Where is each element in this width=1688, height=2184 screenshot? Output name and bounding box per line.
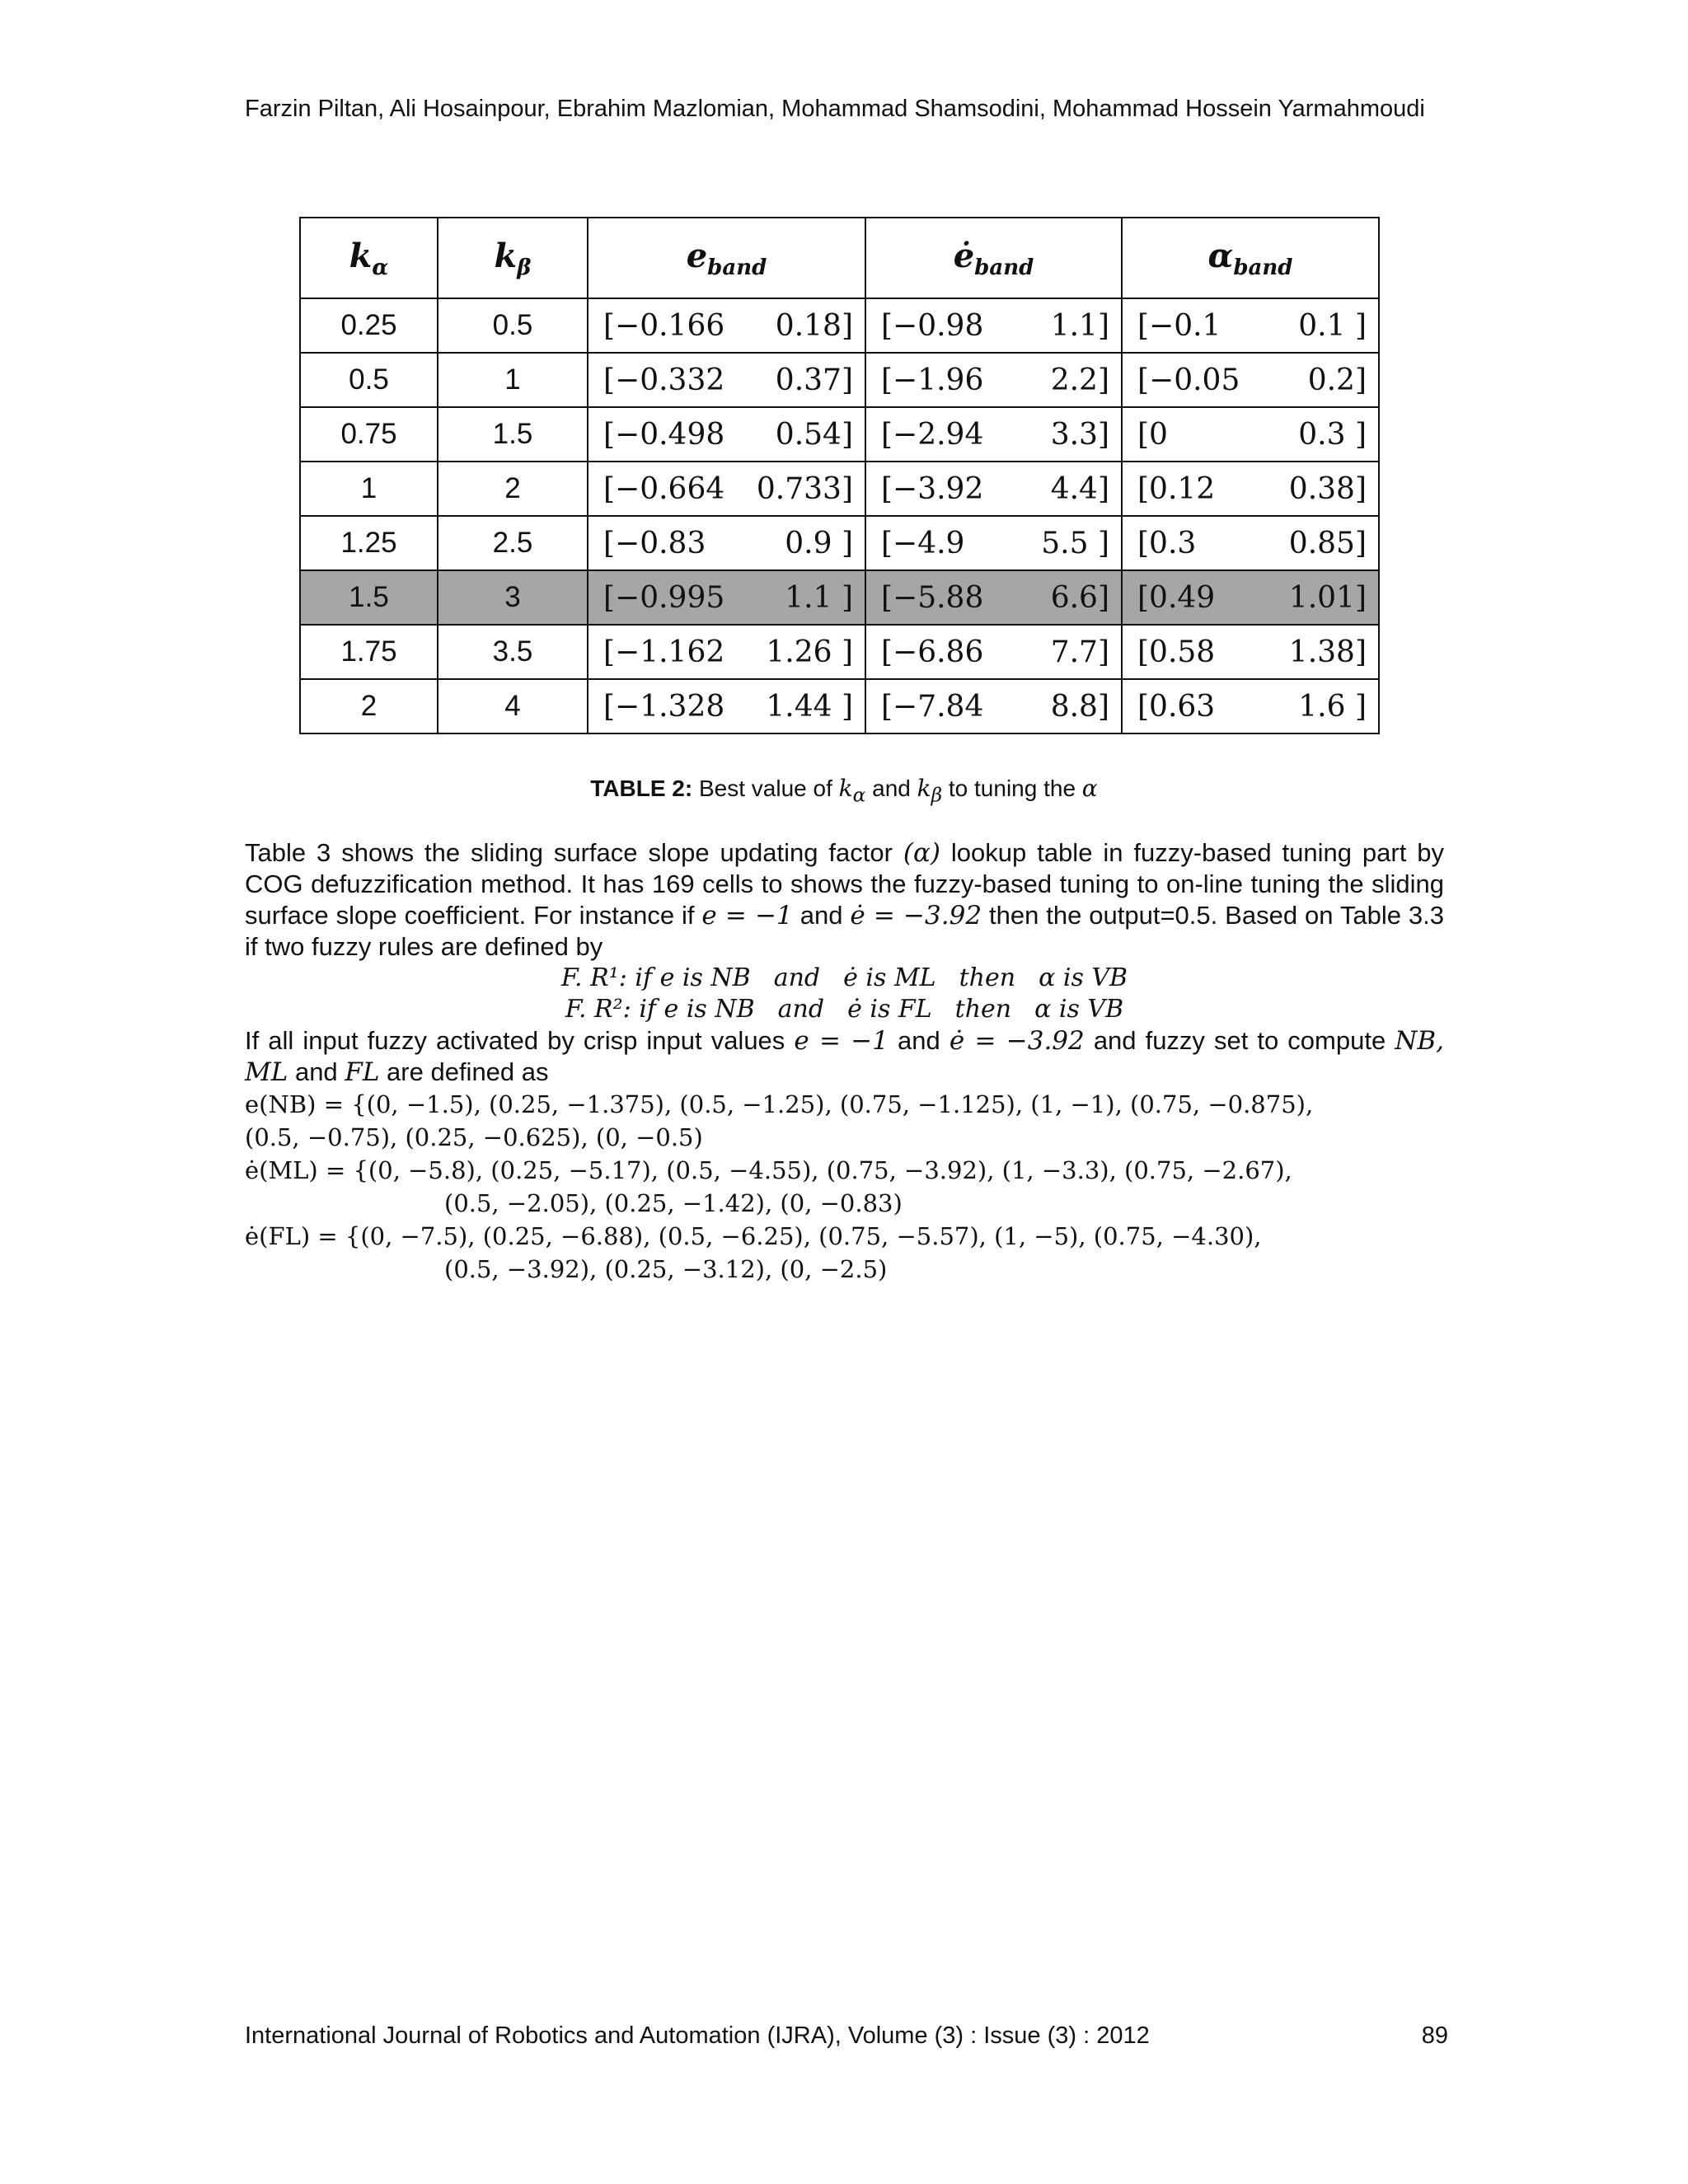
cell-edot-band: [−0.98 1.1] [865,298,1122,353]
caption-text-3: to tuning the [948,776,1076,801]
table-body [300,298,1379,733]
parameter-table [299,217,1380,734]
table-row [300,298,1379,353]
cell-edot-band: [−6.86 7.7] [865,625,1122,679]
paragraph-1: Table 3 shows the sliding surface slope updating factor (α) lookup table in fuzzy-based tuning part by COG defuzzification method. It has 169 cells to shows the fuzzy-based tuning to on-line tuning the sliding surface slope coefficient. For instance if e = −1 and ė = −3.92 then the output=0.5. Based on Table 3.3 if two fuzzy rules are defined by [245,838,1444,961]
cell-alpha-band: [0.49 1.01] [1122,570,1379,625]
fuzzy-rule-2: F. R²: if e is NB and ė is FL then α is VB [565,995,1124,1024]
cell-k-beta: 0.5 [438,298,588,353]
cell-alpha-band: [0.58 1.38] [1122,625,1379,679]
body-text [245,837,1444,1286]
table-caption [0,775,1688,807]
table-row [300,407,1379,462]
cell-e-band: [−0.166 0.18] [588,298,865,353]
cell-alpha-band: [0.63 1.6 ] [1122,679,1379,733]
caption-alpha: α [1081,775,1098,802]
cell-e-band: [−1.328 1.44 ] [588,679,865,733]
set-edot-ml-line-1: ė(ML) = {(0, −5.8), (0.25, −5.17), (0.5, −4.55), (0.75, −3.92), (1, −3.3), (0.75, −2.67), [245,1156,1292,1184]
table-row [300,353,1379,407]
paragraph-2: If all input fuzzy activated by crisp input values e = −1 and ė = −3.92 and fuzzy set to compute NB, ML and FL are defined as [245,1026,1445,1087]
col-alpha-band: $\alpha_{band}$ [1122,218,1379,298]
page-footer [245,2022,1448,2050]
cell-edot-band: [−5.88 6.6] [865,570,1122,625]
page-number: 89 [1421,2022,1448,2049]
cell-edot-band: [−1.96 2.2] [865,353,1122,407]
col-k-alpha: $k_\alpha$ [300,218,438,298]
cell-e-band: [−1.162 1.26 ] [588,625,865,679]
cell-k-alpha: 0.75 [300,407,438,462]
cell-alpha-band: [−0.05 0.2] [1122,353,1379,407]
caption-text-1: Best value of [698,776,832,801]
cell-e-band: [−0.995 1.1 ] [588,570,865,625]
running-header: Farzin Piltan, Ali Hosainpour, Ebrahim Mazlomian, Mohammad Shamsodini, Mohammad Hossein Yarmahmoudi [245,96,1425,122]
cell-k-alpha: 2 [300,679,438,733]
cell-edot-band: [−7.84 8.8] [865,679,1122,733]
cell-e-band: [−0.664 0.733] [588,462,865,516]
col-edot-band: $ė_{band}$ [865,218,1122,298]
cell-k-beta: 4 [438,679,588,733]
caption-text-2: and [872,776,911,801]
table-row [300,570,1379,625]
cell-k-alpha: 1.5 [300,570,438,625]
cell-k-beta: 3 [438,570,588,625]
set-e-nb-line-2: (0.5, −0.75), (0.25, −0.625), (0, −0.5) [245,1123,703,1151]
cell-k-alpha: 0.25 [300,298,438,353]
table-row [300,625,1379,679]
table-header-row [300,218,1379,298]
set-edot-ml-line-2: (0.5, −2.05), (0.25, −1.42), (0, −0.83) [444,1189,903,1217]
cell-k-beta: 1.5 [438,407,588,462]
set-edot-fl-line-1: ė(FL) = {(0, −7.5), (0.25, −6.88), (0.5, −6.25), (0.75, −5.57), (1, −5), (0.75, −4.30), [245,1222,1262,1250]
col-e-band: $e_{band}$ [588,218,865,298]
cell-e-band: [−0.83 0.9 ] [588,516,865,570]
caption-k-alpha: $k_\alpha$ [838,775,866,807]
fuzzy-rule-1: F. R¹: if e is NB and ė is ML then α is VB [560,963,1128,992]
set-e-nb-line-1: e(NB) = {(0, −1.5), (0.25, −1.375), (0.5, −1.25), (0.75, −1.125), (1, −1), (0.75, −0.875), [245,1090,1314,1118]
journal-citation: International Journal of Robotics and Automation (IJRA), Volume (3) : Issue (3) : 2012 [245,2022,1150,2049]
cell-alpha-band: [0 0.3 ] [1122,407,1379,462]
set-edot-fl-line-2: (0.5, −3.92), (0.25, −3.12), (0, −2.5) [444,1255,888,1283]
cell-e-band: [−0.332 0.37] [588,353,865,407]
cell-k-alpha: 1 [300,462,438,516]
table-row [300,516,1379,570]
cell-edot-band: [−2.94 3.3] [865,407,1122,462]
cell-k-alpha: 0.5 [300,353,438,407]
cell-k-beta: 2.5 [438,516,588,570]
cell-alpha-band: [0.12 0.38] [1122,462,1379,516]
cell-k-alpha: 1.75 [300,625,438,679]
caption-k-beta: $k_\beta$ [917,775,943,807]
cell-alpha-band: [−0.1 0.1 ] [1122,298,1379,353]
table-row [300,462,1379,516]
cell-edot-band: [−3.92 4.4] [865,462,1122,516]
cell-e-band: [−0.498 0.54] [588,407,865,462]
table-row [300,679,1379,733]
cell-k-beta: 1 [438,353,588,407]
col-k-beta: $k_\beta$ [438,218,588,298]
cell-k-beta: 3.5 [438,625,588,679]
cell-edot-band: [−4.9 5.5 ] [865,516,1122,570]
cell-alpha-band: [0.3 0.85] [1122,516,1379,570]
caption-label: TABLE 2: [590,776,693,801]
cell-k-beta: 2 [438,462,588,516]
cell-k-alpha: 1.25 [300,516,438,570]
